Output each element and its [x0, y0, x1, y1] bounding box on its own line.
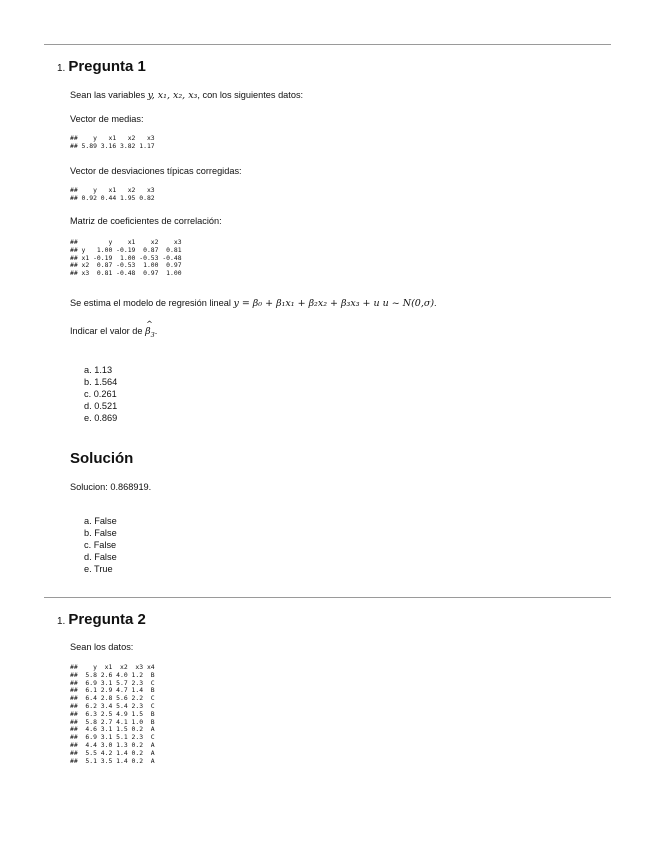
solution-option-e: e. True [84, 564, 113, 574]
sd-output: ## y x1 x2 x3 ## 0.92 0.44 1.95 0.82 [70, 186, 155, 202]
solution-option-a: a. False [84, 516, 117, 526]
option-c: c. 0.261 [84, 389, 117, 399]
section-divider [44, 597, 611, 598]
question-prompt [70, 320, 158, 339]
hat-mark: ^ [146, 320, 153, 329]
correlation-label: Matriz de coeficientes de correlación: [70, 216, 222, 226]
intro-suffix: , con los siguientes datos: [197, 90, 304, 100]
sd-label: Vector de desviaciones típicas corregidas: [70, 166, 242, 176]
question-2-heading [57, 611, 146, 628]
question-title: Pregunta 2 [68, 611, 146, 628]
option-e: e. 0.869 [84, 413, 118, 423]
question-intro [70, 90, 303, 101]
data-table-output: ## y x1 x2 x3 x4 ## 5.8 2.6 4.0 1.2 B ## 6.9 3.1 5.7 2.3 C ## 6.1 2.9 4.7 1.4 B ## 6.4 2.8 5.6 2.2 C ## 6.2 3.4 5.4 2.3 C ## 6.3 2.5 4.9 1.5 B ## 5.8 2.7 4.1 1.0 B ## 4.6 3.1 1.5 0.2 A ## 6.9 3.1 5.1 2.3 C ## 4.4 3.0 1.3 0.2 A ## 5.5 4.2 1.4 0.2 A ## 5.1 3.5 1.4 0.2 A [70, 663, 155, 765]
prompt-prefix: Indicar el valor de [70, 326, 146, 336]
question-number: 1. [57, 63, 66, 74]
beta-subscript: 3 [150, 330, 155, 339]
model-statement [70, 298, 437, 309]
option-d: d. 0.521 [84, 401, 118, 411]
solution-option-d: d. False [84, 552, 117, 562]
means-label: Vector de medias: [70, 114, 144, 124]
model-prefix: Se estima el modelo de regresión lineal [70, 298, 234, 308]
intro-prefix: Sean las variables [70, 90, 148, 100]
model-suffix: . [434, 298, 437, 308]
question-1-heading [57, 58, 146, 75]
solution-options [84, 515, 117, 575]
answer-options [84, 364, 117, 424]
solution-heading: Solución [70, 450, 134, 467]
question-number: 1. [57, 616, 66, 627]
correlation-output: ## y x1 x2 x3 ## y 1.00 -0.19 0.87 0.81 ## x1 -0.19 1.00 -0.53 -0.48 ## x2 0.87 -0.53 1.00 0.97 ## x3 0.81 -0.48 0.97 1.00 [70, 238, 182, 278]
question-2-intro: Sean los datos: [70, 642, 134, 652]
option-b: b. 1.564 [84, 377, 118, 387]
option-a: a. 1.13 [84, 365, 113, 375]
solution-option-b: b. False [84, 528, 117, 538]
variables-math: y, x₁, x₂, x₃ [147, 90, 198, 101]
beta-letter: β [145, 326, 151, 337]
question-title: Pregunta 1 [68, 58, 146, 75]
means-output: ## y x1 x2 x3 ## 5.89 3.16 3.82 1.17 [70, 134, 155, 150]
solution-option-c: c. False [84, 540, 117, 550]
model-equation: y = β₀ + β₁x₁ + β₂x₂ + β₃x₃ + u u ~ N(0,σ) [233, 298, 435, 309]
beta-hat-symbol [145, 320, 155, 339]
prompt-suffix: . [154, 326, 158, 336]
solution-text: Solucion: 0.868919. [70, 482, 152, 492]
section-divider [44, 44, 611, 45]
